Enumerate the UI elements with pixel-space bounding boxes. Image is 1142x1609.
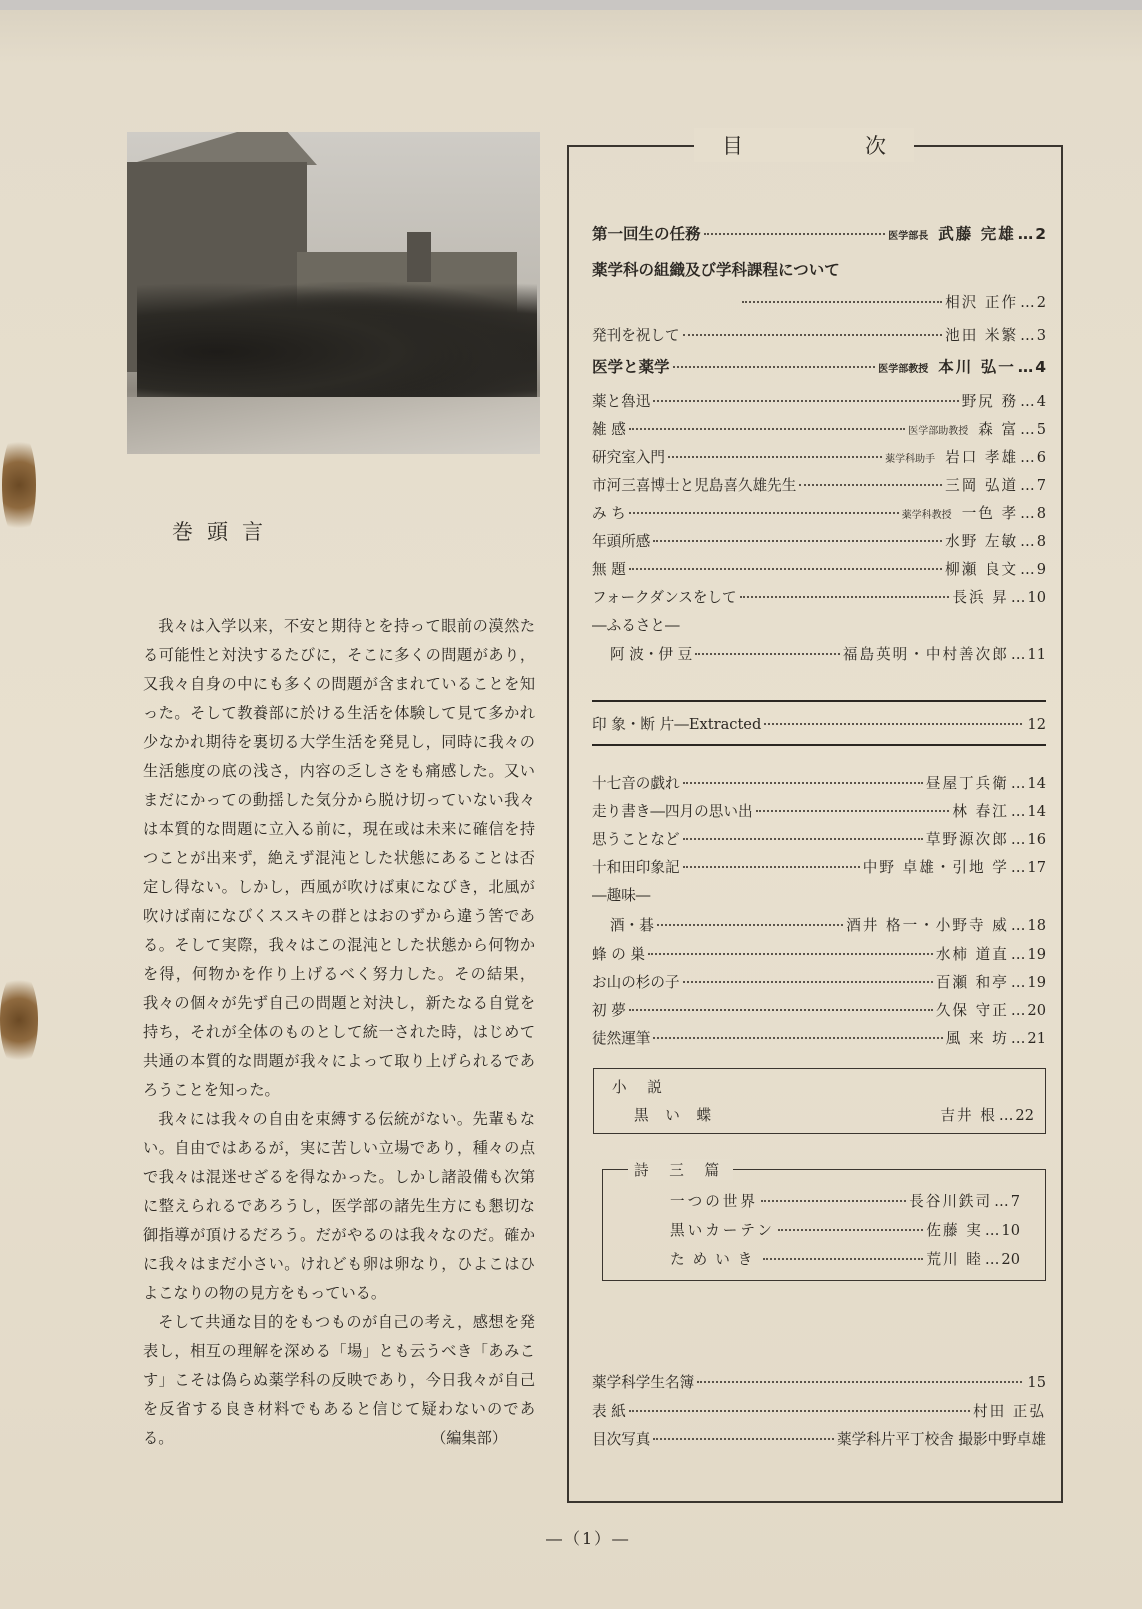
toc-entry[interactable]: 徒然運筆 風 来 坊 … 21	[592, 1030, 1046, 1047]
toc-entry[interactable]: 十七音の戯れ 昼屋丁兵衛 … 14	[592, 775, 1046, 792]
toc-title: 目 次	[694, 128, 914, 162]
toc-rule	[592, 744, 1046, 746]
novel-label: 小 説	[612, 1079, 670, 1096]
essay-signature: （編集部）	[431, 1429, 507, 1447]
essay-paragraph: 我々は入学以来，不安と期待とを持って眼前の漠然たる可能性と対決するたびに，そこに多くの問題があり，又我々自身の中にも多くの問題が含まれていることを知った。そして教養部に於ける生活を体験して見て多かれ少なかれ期待を裏切る大学生活を発見し，同時に我々の生活態度の底の浅さ，内容の乏しさをも痛感した。又いまだにかっての動揺した気分から脱け切っていない我々は本質的な問題に立入る前に，現在或は未来に確信を持つことが出来ず，絶えず混沌とした状態にあることは否定し得ない。しかし，西風が吹けば東になびき，北風が吹けば南になびくススキの群とはおのずから違う筈である。そして実際，我々はこの混沌とした状態から何物かを得，何物かを作り上げるべく努力した。その結果，我々の個々が先ず自己の問題と対決し，新たなる自覚を持ち，それが全体のものとして統一された時，はじめて共通の本質的な問題が我々によって取り上げられるであろうことを知った。	[143, 617, 536, 1099]
essay-paragraph: そして共通な目的をもつものが自己の考え，感想を発表し，相互の理解を深める「場」とも云うべき「あみこす」こそは偽らぬ薬学科の反映であり，今日我々が自己を反省する良き材料でもあると信じて疑わないのである。	[143, 1313, 535, 1447]
toc-entry[interactable]: 相沢 正作 … 2	[592, 291, 1046, 312]
toc-entry[interactable]: 十和田印象記 中野 卓雄・引地 学 … 17	[592, 859, 1046, 876]
toc-entry[interactable]: 研究室入門 薬学科助手 岩口 孝雄 … 6	[592, 449, 1046, 466]
toc-entry[interactable]: 薬学科の組織及び学科課程について	[592, 261, 840, 279]
toc-entry[interactable]: 薬と魯迅 野尻 務 … 4	[592, 393, 1046, 410]
toc-entry-poem[interactable]: 一つの世界 長谷川鉄司 … 7	[670, 1193, 1020, 1210]
toc-frame	[567, 145, 1063, 1503]
toc-entry-novel[interactable]: 黒 い 蝶 吉井 根 … 22	[634, 1107, 1034, 1124]
toc-entry[interactable]: 蜂 の 巣 水柿 道直 … 19	[592, 946, 1046, 963]
toc-entry[interactable]: お山の杉の子 百瀬 和亭 … 19	[592, 974, 1046, 991]
toc-entry[interactable]: 阿 波・伊 豆 福島英明・中村善次郎 … 11	[610, 646, 1046, 663]
toc-entry[interactable]: 初 夢 久保 守正 … 20	[592, 1002, 1046, 1019]
toc-entry[interactable]: 雑 感 医学部助教授 森 富 … 5	[592, 421, 1046, 438]
toc-entry[interactable]: 酒・碁 酒井 格一・小野寺 威 … 18	[610, 917, 1046, 934]
toc-entry[interactable]: 走り書き―四月の思い出 林 春江 … 14	[592, 803, 1046, 820]
toc-entry[interactable]: 思うことなど 草野源次郎 … 16	[592, 831, 1046, 848]
essay-title: 巻頭言	[172, 520, 277, 544]
essay-body	[143, 612, 535, 1453]
toc-section-heading: ―趣味―	[592, 887, 651, 904]
toc-entry[interactable]: 薬学科学生名簿 15	[592, 1374, 1046, 1391]
toc-entry[interactable]: 年頭所感 水野 左敏 … 8	[592, 533, 1046, 550]
toc-entry[interactable]: フォークダンスをして 長浜 昇 … 10	[592, 589, 1046, 606]
toc-section-heading: ―ふるさと―	[592, 617, 680, 634]
toc-entry[interactable]: 印 象・断 片―Extracted 12	[592, 716, 1046, 733]
staple-stain-upper	[2, 430, 36, 540]
toc-rule	[592, 700, 1046, 702]
staple-stain-lower	[0, 970, 38, 1070]
campus-building-photo	[127, 132, 540, 454]
toc-entry[interactable]: 第一回生の任務 医学部長 武藤 完雄 … 2	[592, 225, 1046, 243]
toc-entry[interactable]: 市河三喜博士と児島喜久雄先生 三岡 弘道 … 7	[592, 477, 1046, 494]
toc-entry[interactable]: 発刊を祝して 池田 米繁 … 3	[592, 327, 1046, 344]
page-number: ―（1）―	[546, 1529, 631, 1548]
essay-paragraph: 我々には我々の自由を束縛する伝統がない。先輩もない。自由ではあるが，実に苦しい立場であり，種々の点で我々は混迷せざるを得なかった。しかし諸設備も次第に整えられるであろうし，医学部の諸先生方にも懇切な御指導が頂けるだろう。だがやるのは我々なのだ。確かに我々はまだ小さい。けれども卵は卵なり，ひよこはひよこなりの物の見方をもっている。	[143, 1110, 535, 1302]
toc-entry[interactable]: み ち 薬学科教授 一色 孝 … 8	[592, 505, 1046, 522]
toc-entry[interactable]: 目次写真 薬学科片平丁校舎 撮影中野卓雄	[592, 1431, 1046, 1448]
toc-entry[interactable]: 表 紙 村田 正弘	[592, 1403, 1046, 1420]
toc-entry[interactable]: 無 題 柳瀬 良文 … 9	[592, 561, 1046, 578]
poems-label: 詩 三 篇	[628, 1159, 733, 1180]
toc-entry-poem[interactable]: ためいき 荒川 睦 … 20	[670, 1251, 1020, 1268]
page-top-edge	[0, 0, 1142, 10]
toc-entry[interactable]: 医学と薬学 医学部教授 本川 弘一 … 4	[592, 358, 1046, 376]
toc-entry-poem[interactable]: 黒いカーテン 佐藤 実 … 10	[670, 1222, 1020, 1239]
